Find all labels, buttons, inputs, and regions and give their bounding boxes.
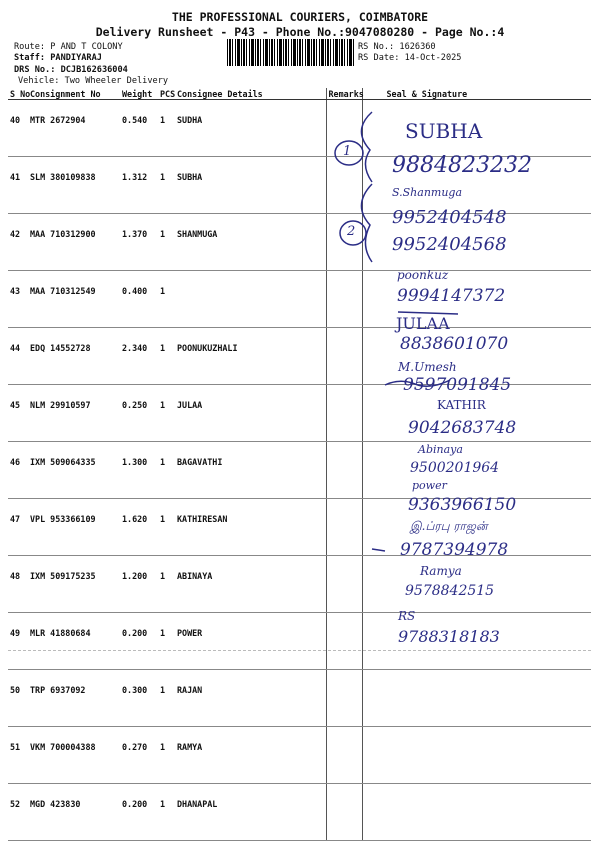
weight-cell: 1.300 — [120, 442, 158, 499]
consignment-cell: MGD 423830 — [28, 784, 120, 841]
brace-mark — [361, 112, 372, 182]
handwritten-phone: 9994147372 — [397, 286, 506, 306]
sno-cell: 49 — [8, 613, 28, 670]
pcs-cell: 1 — [158, 556, 175, 613]
weight-cell: 0.250 — [120, 385, 158, 442]
weight-cell: 1.200 — [120, 556, 158, 613]
consignment-cell: VPL 953366109 — [28, 499, 120, 556]
pcs-cell: 1 — [158, 670, 175, 727]
weight-cell: 1.312 — [120, 157, 158, 214]
consignment-cell: MTR 2672904 — [28, 100, 120, 157]
consignee-cell: JULAA — [175, 385, 326, 442]
signature-power: power — [412, 479, 447, 492]
sno-cell: 48 — [8, 556, 28, 613]
handwritten-phone: 9042683748 — [408, 418, 517, 438]
pcs-cell: 1 — [158, 442, 175, 499]
consignee-cell: SUBHA — [175, 157, 326, 214]
handwritten-phone: 9884823232 — [392, 153, 532, 178]
consignee-cell: POONUKUZHALI — [175, 328, 326, 385]
consignee-cell: RAJAN — [175, 670, 326, 727]
consignment-cell: EDQ 14552728 — [28, 328, 120, 385]
pcs-cell: 1 — [158, 613, 175, 670]
consignment-cell: MAA 710312900 — [28, 214, 120, 271]
handwritten-phone: 8838601070 — [400, 334, 509, 354]
signature-scribble — [372, 549, 385, 551]
company-title: THE PROFESSIONAL COURIERS, COIMBATORE — [171, 10, 429, 24]
weight-cell: 1.370 — [120, 214, 158, 271]
rs-date: RS Date: 14-Oct-2025 — [358, 53, 462, 63]
sno-cell: 47 — [8, 499, 28, 556]
sno-cell: 41 — [8, 157, 28, 214]
weight-cell: 0.200 — [120, 613, 158, 670]
weight-cell: 0.400 — [120, 271, 158, 328]
weight-cell: 0.300 — [120, 670, 158, 727]
weight-cell: 2.340 — [120, 328, 158, 385]
consignment-cell: TRP 6937092 — [28, 670, 120, 727]
handwritten-phone: 9500201964 — [410, 460, 500, 476]
consignment-cell: IXM 509175235 — [28, 556, 120, 613]
pcs-cell: 1 — [158, 328, 175, 385]
consignee-cell: RAMYA — [175, 727, 326, 784]
signature-shanmuga: S.Shanmuga — [392, 186, 463, 199]
col-remarks: Remarks — [326, 88, 362, 100]
signature-tamil: இ.ப்ரபு ராஜன் — [410, 519, 488, 533]
consignment-cell: SLM 380109838 — [28, 157, 120, 214]
weight-cell: 0.200 — [120, 784, 158, 841]
weight-cell: 1.620 — [120, 499, 158, 556]
brace-mark — [361, 184, 372, 262]
handwritten-phone: 9363966150 — [408, 495, 517, 515]
signature-poonkuz: poonkuz — [397, 268, 449, 282]
consignment-cell: NLM 29910597 — [28, 385, 120, 442]
signature-umesh: M.Umesh — [398, 360, 457, 374]
handwritten-phone: 9952404568 — [392, 234, 507, 255]
drs-number: DRS No.: DCJB162636004 — [14, 65, 128, 75]
consignee-cell: DHANAPAL — [175, 784, 326, 841]
consignment-cell: MLR 41880684 — [28, 613, 120, 670]
col-signature: Seal & Signature — [362, 88, 591, 100]
pcs-cell: 1 — [158, 499, 175, 556]
route-label: Route: P AND T COLONY — [14, 42, 123, 52]
col-sno: S No — [10, 88, 31, 99]
sno-cell: 43 — [8, 271, 28, 328]
pcs-cell: 1 — [158, 727, 175, 784]
col-weight: Weight — [120, 88, 158, 100]
handwritten-phone: 9787394978 — [400, 540, 509, 560]
remark-number-2: 2 — [347, 224, 356, 239]
pcs-cell: 1 — [158, 784, 175, 841]
signature-kathir: KATHIR — [437, 398, 486, 412]
handwritten-phone: 9578842515 — [405, 583, 495, 599]
sno-cell: 50 — [8, 670, 28, 727]
consignee-cell: KATHIRESAN — [175, 499, 326, 556]
consignee-cell: SHANMUGA — [175, 214, 326, 271]
consignee-cell: SUDHA — [175, 100, 326, 157]
sno-cell: 45 — [8, 385, 28, 442]
signature-rs: RS — [398, 609, 416, 623]
consignee-cell: BAGAVATHI — [175, 442, 326, 499]
col-consignment: Consignment No — [28, 88, 120, 100]
vehicle-label: Vehicle: Two Wheeler Delivery — [18, 76, 169, 86]
signature-julaa: JULAA — [396, 314, 450, 333]
consignment-cell: IXM 509064335 — [28, 442, 120, 499]
sno-cell: 42 — [8, 214, 28, 271]
pcs-cell: 1 — [158, 100, 175, 157]
sno-cell: 51 — [8, 727, 28, 784]
signature-abinaya: Abinaya — [418, 443, 463, 456]
sno-cell: 52 — [8, 784, 28, 841]
signature-ramya: Ramya — [420, 564, 462, 578]
runsheet-subtitle: Delivery Runsheet - P43 - Phone No.:9047080280 - Page No.:4 — [95, 25, 505, 39]
pcs-cell: 1 — [158, 271, 175, 328]
signature-subha: SUBHA — [405, 119, 483, 143]
consignment-cell: VKM 700004388 — [28, 727, 120, 784]
pcs-cell: 1 — [158, 214, 175, 271]
remark-number-1: 1 — [343, 144, 352, 159]
pcs-cell: 1 — [158, 157, 175, 214]
handwritten-phone: 9597091845 — [403, 375, 512, 395]
handwritten-phone: 9788318183 — [398, 627, 500, 646]
sno-cell: 40 — [8, 100, 28, 157]
col-consignee: Consignee Details — [175, 88, 326, 100]
consignee-cell: ABINAYA — [175, 556, 326, 613]
col-pcs: PCS — [160, 88, 176, 99]
sno-cell: 44 — [8, 328, 28, 385]
sno-cell: 46 — [8, 442, 28, 499]
handwritten-phone: 9952404548 — [392, 207, 507, 228]
weight-cell: 0.270 — [120, 727, 158, 784]
weight-cell: 0.540 — [120, 100, 158, 157]
rs-number: RS No.: 1626360 — [358, 42, 436, 52]
staff-label: Staff: PANDIYARAJ — [14, 53, 102, 63]
consignment-cell: MAA 710312549 — [28, 271, 120, 328]
pcs-cell: 1 — [158, 385, 175, 442]
consignee-cell: POWER — [175, 613, 326, 670]
